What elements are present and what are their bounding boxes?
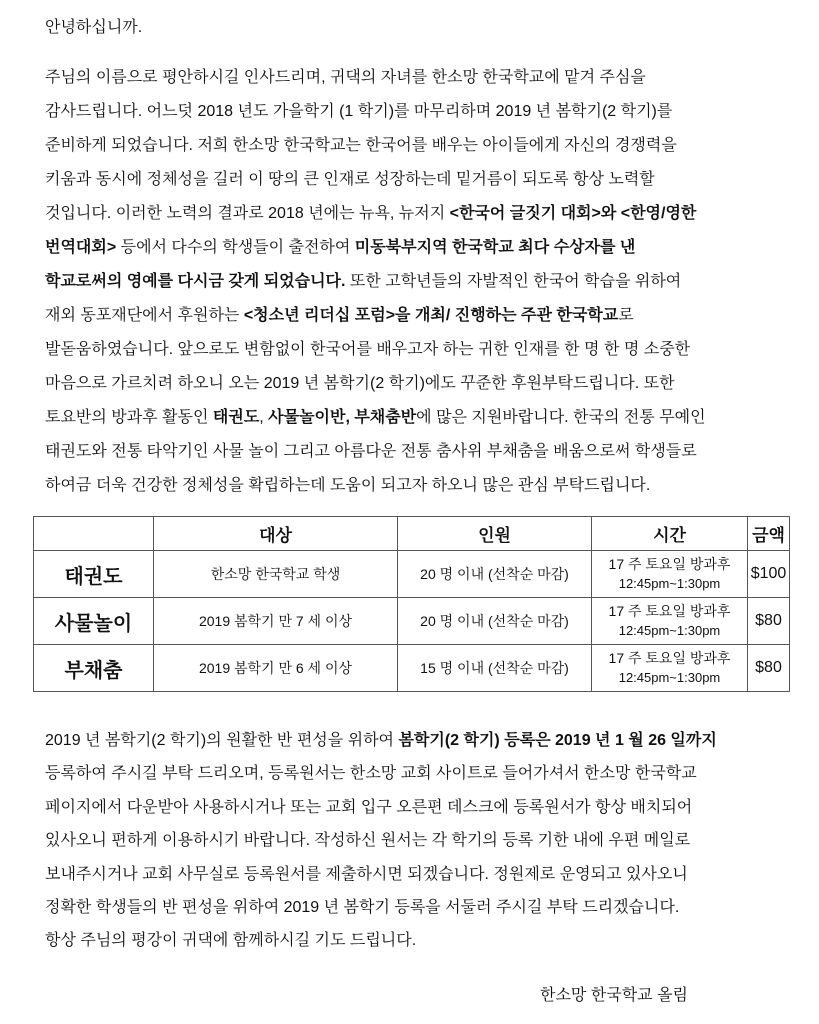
text: 로 (618, 307, 634, 324)
text-line (45, 931, 416, 951)
capacity-cell: 20 명 이내 (선착순 마감) (398, 598, 592, 645)
schedule: 17 주 토요일 방과후 (608, 650, 731, 666)
text-line (45, 204, 696, 224)
text-line (45, 306, 634, 326)
table-row (34, 551, 790, 598)
activity-table (33, 516, 790, 692)
text: 등록하여 주시길 부탁 드리오며, 등록원서는 한소망 교회 사이트로 들어가셔서 한소망 한국학교 (45, 765, 697, 783)
text-line (45, 68, 646, 88)
header-target: 대상 (154, 517, 398, 551)
fee-cell: $80 (748, 645, 790, 692)
bold-text: <청소년 리더십 포럼>을 개최/ 진행하는 주관 한국학교 (243, 307, 619, 324)
text-line (45, 442, 697, 462)
text-line (45, 408, 706, 428)
text: 하여금 더욱 건강한 정체성을 확립하는데 도움이 되고자 하오니 많은 관심 부탁드립니다. (45, 477, 651, 494)
text: 페이지에서 다운받아 사용하시거나 또는 교회 입구 오른편 데스크에 등록원서가 항상 배치되어 (45, 798, 693, 816)
text-line (45, 764, 697, 784)
schedule: 17 주 토요일 방과후 (608, 603, 731, 619)
text: 재외 동포재단에서 후원하는 (45, 307, 244, 324)
time-cell (592, 551, 748, 598)
text-line (45, 865, 688, 885)
text: 보내주시거나 교회 사무실로 등록원서를 제출하시면 되겠습니다. 정원제로 운영되고 있사오니 (45, 865, 688, 883)
bold-text: 사물놀이반, 부채춤반 (268, 409, 417, 426)
text: 준비하게 되었습니다. 저희 한소망 한국학교는 한국어를 배우는 아이들에게 자신의 경쟁력을 (45, 137, 677, 154)
text: 에 많은 지원바랍니다. 한국의 전통 무예인 (416, 409, 706, 426)
capacity-cell: 20 명 이내 (선착순 마감) (398, 551, 592, 598)
text-line (45, 374, 675, 394)
hours: 12:45pm~1:30pm (618, 576, 721, 591)
table-row (34, 645, 790, 692)
text-line (45, 170, 655, 190)
text: 토요반의 방과후 활동인 (45, 409, 213, 426)
text: 있사오니 편하게 이용하시기 바랍니다. 작성하신 원서는 각 학기의 등록 기한 내에 우편 메일로 (45, 832, 691, 850)
text-line (45, 102, 672, 122)
text-line (45, 898, 679, 918)
bold-text: 번역대회> (45, 239, 117, 256)
capacity-cell: 15 명 이내 (선착순 마감) (398, 645, 592, 692)
table-header-row (34, 517, 790, 551)
text: 것입니다. 이러한 노력의 결과로 2018 년에는 뉴욕, 뉴저지 (45, 205, 450, 222)
target-cell: 2019 봄학기 만 6 세 이상 (154, 645, 398, 692)
text: , (259, 409, 269, 426)
bold-text: 학교로써의 영예를 다시금 갖게 되었습니다. (45, 273, 346, 290)
activity-name: 부채춤 (34, 645, 154, 692)
bold-text: 미동북부지역 한국학교 최다 수상자를 낸 (354, 239, 636, 256)
header-capacity: 인원 (398, 517, 592, 551)
header-fee: 금액 (748, 517, 790, 551)
text-line (45, 136, 677, 156)
header-empty (34, 517, 154, 551)
text-line (45, 476, 650, 496)
text: 키움과 동시에 정체성을 길러 이 땅의 큰 인재로 성장하는데 밑거름이 되도록 항상 노력할 (45, 171, 655, 188)
activity-name: 사물놀이 (34, 598, 154, 645)
time-cell (592, 645, 748, 692)
text: 마음으로 가르치려 하오니 오는 2019 년 봄학기(2 학기)에도 꾸준한 후원부탁드립니다. 또한 (45, 375, 675, 392)
schedule: 17 주 토요일 방과후 (608, 556, 731, 572)
text-line (45, 831, 690, 851)
target-cell: 한소망 한국학교 학생 (154, 551, 398, 598)
bold-text: 봄학기(2 학기) 등록은 2019 년 1 월 26 일까지 (398, 732, 717, 749)
time-cell (592, 598, 748, 645)
target-cell: 2019 봄학기 만 7 세 이상 (154, 598, 398, 645)
greeting: 안녕하십니까. (45, 19, 143, 36)
header-time: 시간 (592, 517, 748, 551)
text-line (45, 238, 635, 258)
activity-name: 태권도 (34, 551, 154, 598)
hours: 12:45pm~1:30pm (618, 623, 721, 638)
text: 감사드립니다. 어느덧 2018 년도 가을학기 (1 학기)를 마무리하며 2019 년 봄학기(2 학기)를 (45, 103, 673, 120)
fee-cell: $100 (748, 551, 790, 598)
fee-cell: $80 (748, 598, 790, 645)
text-line (45, 731, 717, 751)
bold-text: <한국어 글짓기 대회>와 <한영/영한 (449, 205, 697, 222)
text: 정확한 학생들의 반 편성을 위하여 2019 년 봄학기 등록을 서둘러 주시길 부탁 드리겠습니다. (45, 899, 680, 916)
hours: 12:45pm~1:30pm (618, 670, 721, 685)
bold-text: 태권도 (212, 409, 260, 426)
text: 등에서 다수의 학생들이 출전하여 (116, 239, 355, 256)
text: 2019 년 봄학기(2 학기)의 원활한 반 편성을 위하여 (45, 732, 399, 749)
text: 또한 고학년들의 자발적인 한국어 학습을 위하여 (345, 273, 682, 290)
table-row (34, 598, 790, 645)
text-line (45, 340, 690, 360)
text: 주님의 이름으로 평안하시길 인사드리며, 귀댁의 자녀를 한소망 한국학교에 맡겨 주심을 (45, 69, 646, 86)
signature: 한소망 한국학교 올림 (540, 987, 688, 1004)
text: 항상 주님의 평강이 귀댁에 함께하시길 기도 드립니다. (45, 932, 417, 950)
text: 발돋움하였습니다. 앞으로도 변함없이 한국어를 배우고자 하는 귀한 인재를 한 명 한 명 소중한 (45, 341, 691, 358)
text-line (45, 272, 681, 292)
text: 태권도와 전통 타악기인 사물 놀이 그리고 아름다운 전통 춤사위 부채춤을 배움으로써 학생들로 (45, 443, 697, 460)
text-line (45, 798, 692, 818)
